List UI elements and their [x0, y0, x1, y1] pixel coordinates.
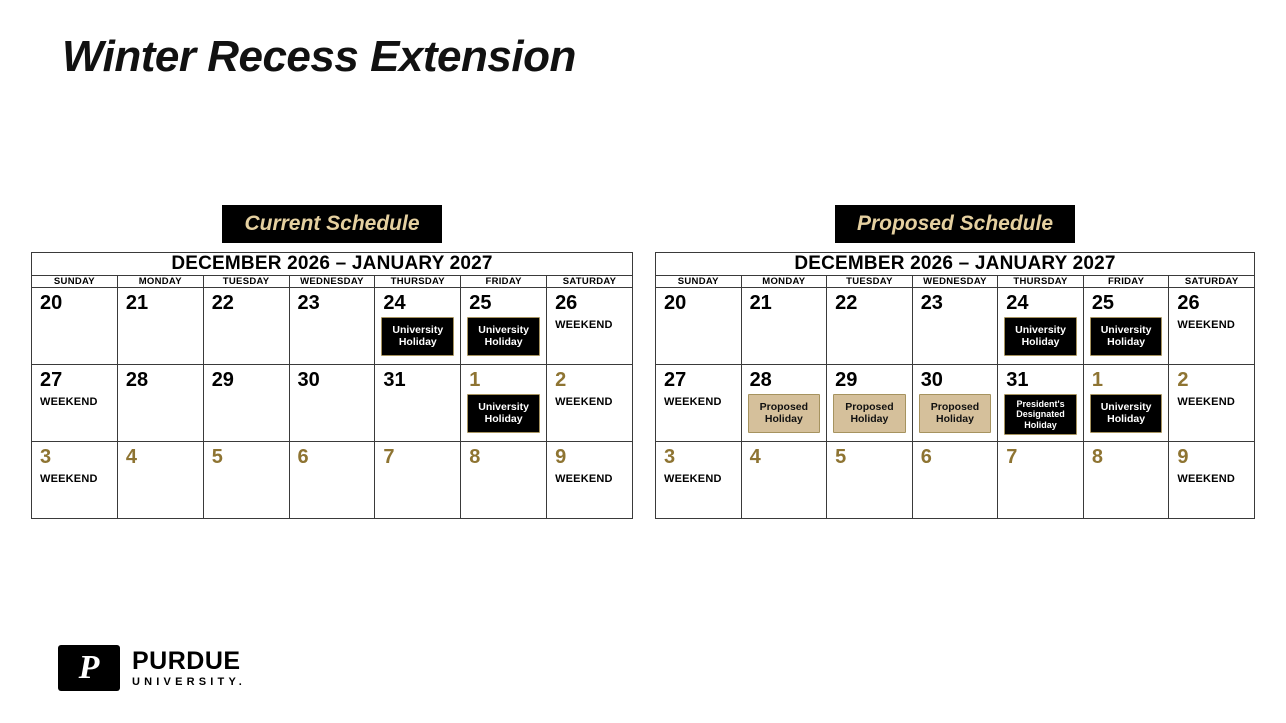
- calendar-week-row: [32, 442, 633, 519]
- calendar-day-cell: [912, 365, 998, 442]
- dow-tuesday: TUESDAY: [203, 276, 289, 288]
- calendar-day-cell: [203, 442, 289, 519]
- day-number: 23: [920, 292, 943, 314]
- calendar-day-cell: [998, 288, 1084, 365]
- calendar-day-cell: [1083, 442, 1169, 519]
- calendar-day-cell: [117, 365, 203, 442]
- day-number: 21: [125, 292, 149, 314]
- day-number: 27: [40, 369, 63, 391]
- dow-monday: MONDAY: [117, 276, 203, 288]
- dow-friday: FRIDAY: [1083, 276, 1169, 288]
- day-number: 3: [40, 446, 52, 468]
- calendar-day-cell: [912, 288, 998, 365]
- calendar-day-cell: [289, 288, 375, 365]
- dow-wednesday: WEDNESDAY: [912, 276, 998, 288]
- day-number: 3: [664, 446, 676, 468]
- calendar-day-cell: [741, 288, 827, 365]
- day-tag-designated: President's Designated Holiday: [1004, 394, 1077, 435]
- calendar-day-cell: [461, 288, 547, 365]
- day-number: 26: [1177, 292, 1200, 314]
- dow-thursday: THURSDAY: [375, 276, 461, 288]
- day-tag-holiday: University Holiday: [381, 317, 454, 356]
- day-tag-holiday: University Holiday: [467, 394, 540, 433]
- day-number: 25: [1091, 292, 1115, 314]
- day-tag-holiday: University Holiday: [467, 317, 540, 356]
- calendar-day-cell: [32, 365, 118, 442]
- day-number: 2: [555, 369, 567, 391]
- calendar-day-cell: [1083, 365, 1169, 442]
- calendar-day-cell: [203, 288, 289, 365]
- calendar-current-body: [32, 288, 633, 519]
- dow-sunday: SUNDAY: [32, 276, 118, 288]
- calendar-day-cell: [827, 442, 913, 519]
- calendar-current-table: [31, 252, 633, 519]
- day-number: 7: [1006, 446, 1018, 468]
- day-number: 25: [469, 292, 492, 314]
- day-number: 23: [297, 292, 320, 314]
- calendar-proposed-table: [655, 252, 1255, 519]
- weekend-label: WEEKEND: [1177, 319, 1235, 331]
- calendar-day-cell: [741, 365, 827, 442]
- calendar-day-cell: [117, 288, 203, 365]
- calendar-day-cell: [741, 442, 827, 519]
- calendar-week-row: [656, 365, 1255, 442]
- day-number: 5: [211, 446, 223, 468]
- purdue-name: PURDUE: [132, 646, 241, 675]
- dow-thursday: THURSDAY: [998, 276, 1084, 288]
- calendar-day-cell: [375, 365, 461, 442]
- calendar-proposed-badge: Proposed Schedule: [835, 205, 1075, 243]
- day-number: 9: [555, 446, 567, 468]
- day-tag-proposed: Proposed Holiday: [833, 394, 906, 433]
- dow-wednesday: WEDNESDAY: [289, 276, 375, 288]
- calendar-day-cell: [1169, 288, 1255, 365]
- calendar-week-row: [656, 442, 1255, 519]
- day-tag-proposed: Proposed Holiday: [919, 394, 992, 433]
- day-number: 4: [749, 446, 761, 468]
- calendar-day-cell: [289, 442, 375, 519]
- calendar-day-cell: [32, 288, 118, 365]
- calendar-proposed-badge-row: [655, 205, 1255, 243]
- weekend-label: WEEKEND: [1177, 473, 1235, 485]
- weekend-label: WEEKEND: [555, 319, 613, 331]
- purdue-logo: [58, 645, 246, 691]
- day-number: 8: [1091, 446, 1103, 468]
- day-number: 9: [1177, 446, 1189, 468]
- day-number: 1: [1091, 369, 1103, 391]
- day-number: 7: [383, 446, 395, 468]
- calendar-day-cell: [547, 288, 633, 365]
- calendar-proposed-heading: DECEMBER 2026 – JANUARY 2027: [656, 253, 1255, 276]
- day-number: 30: [297, 369, 320, 391]
- calendar-day-cell: [32, 442, 118, 519]
- calendar-day-cell: [998, 442, 1084, 519]
- weekend-label: WEEKEND: [664, 473, 722, 485]
- calendar-current-badge-row: [31, 205, 633, 243]
- day-number: 4: [125, 446, 137, 468]
- calendar-current-badge: Current Schedule: [222, 205, 441, 243]
- calendar-day-cell: [998, 365, 1084, 442]
- day-number: 29: [835, 369, 858, 391]
- calendar-week-row: [656, 288, 1255, 365]
- day-number: 21: [749, 292, 772, 314]
- day-number: 6: [920, 446, 932, 468]
- calendar-day-cell: [827, 288, 913, 365]
- day-number: 31: [383, 369, 406, 391]
- calendar-day-cell: [289, 365, 375, 442]
- purdue-wordmark: [132, 646, 247, 688]
- day-number: 2: [1177, 369, 1189, 391]
- day-number: 30: [920, 369, 943, 391]
- calendar-day-cell: [656, 365, 742, 442]
- dow-tuesday: TUESDAY: [827, 276, 913, 288]
- day-number: 24: [383, 292, 406, 314]
- calendar-day-cell: [117, 442, 203, 519]
- calendar-current: [31, 205, 633, 519]
- weekend-label: WEEKEND: [40, 473, 98, 485]
- calendar-current-dow-row: [32, 276, 633, 288]
- calendar-day-cell: [375, 442, 461, 519]
- day-number: 29: [211, 369, 234, 391]
- weekend-label: WEEKEND: [555, 473, 613, 485]
- calendar-week-row: [32, 288, 633, 365]
- day-number: 28: [749, 369, 772, 391]
- calendar-day-cell: [912, 442, 998, 519]
- calendar-day-cell: [1083, 288, 1169, 365]
- day-number: 22: [835, 292, 858, 314]
- day-number: 31: [1006, 369, 1029, 391]
- calendar-day-cell: [461, 365, 547, 442]
- dow-saturday: SATURDAY: [1169, 276, 1255, 288]
- weekend-label: WEEKEND: [1177, 396, 1235, 408]
- calendar-proposed: [655, 205, 1255, 519]
- day-number: 5: [835, 446, 847, 468]
- day-tag-holiday: University Holiday: [1090, 317, 1163, 356]
- page-title: Winter Recess Extension: [62, 32, 576, 81]
- dow-saturday: SATURDAY: [547, 276, 633, 288]
- day-tag-holiday: University Holiday: [1090, 394, 1163, 433]
- day-number: 6: [297, 446, 309, 468]
- calendar-day-cell: [547, 442, 633, 519]
- dow-friday: FRIDAY: [461, 276, 547, 288]
- dow-sunday: SUNDAY: [656, 276, 742, 288]
- weekend-label: WEEKEND: [555, 396, 613, 408]
- calendar-day-cell: [1169, 442, 1255, 519]
- day-number: 20: [40, 292, 63, 314]
- purdue-subtitle: UNIVERSITY.: [132, 675, 247, 688]
- day-number: 24: [1006, 292, 1029, 314]
- calendar-day-cell: [203, 365, 289, 442]
- day-number: 20: [664, 292, 687, 314]
- purdue-p-icon: [58, 645, 120, 691]
- calendar-current-heading: DECEMBER 2026 – JANUARY 2027: [32, 253, 633, 276]
- calendar-day-cell: [827, 365, 913, 442]
- calendar-day-cell: [1169, 365, 1255, 442]
- weekend-label: WEEKEND: [40, 396, 98, 408]
- purdue-p-glyph: P: [78, 649, 100, 686]
- day-tag-proposed: Proposed Holiday: [748, 394, 821, 433]
- calendar-week-row: [32, 365, 633, 442]
- calendar-day-cell: [461, 442, 547, 519]
- weekend-label: WEEKEND: [664, 396, 722, 408]
- day-number: 27: [664, 369, 687, 391]
- day-number: 22: [211, 292, 234, 314]
- dow-monday: MONDAY: [741, 276, 827, 288]
- day-number: 28: [125, 369, 149, 391]
- calendar-day-cell: [656, 288, 742, 365]
- calendar-day-cell: [656, 442, 742, 519]
- day-number: 26: [555, 292, 578, 314]
- day-number: 8: [469, 446, 481, 468]
- calendar-day-cell: [375, 288, 461, 365]
- calendar-proposed-body: [656, 288, 1255, 519]
- calendar-day-cell: [547, 365, 633, 442]
- day-tag-holiday: University Holiday: [1004, 317, 1077, 356]
- calendar-proposed-dow-row: [656, 276, 1255, 288]
- day-number: 1: [469, 369, 481, 391]
